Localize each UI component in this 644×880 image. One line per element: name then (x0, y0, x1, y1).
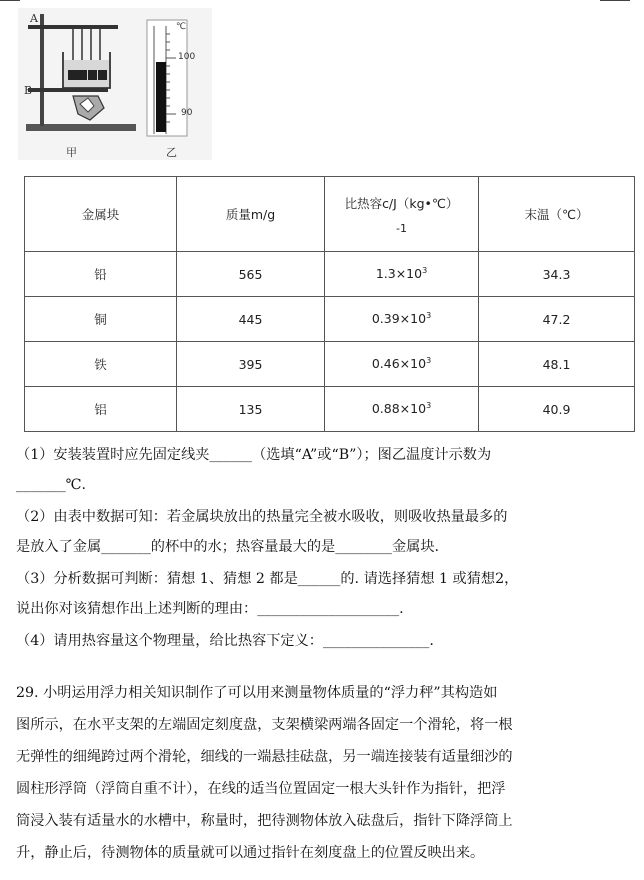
cell-final-temp: 34.3 (479, 252, 635, 297)
thermometer-unit: ℃ (176, 22, 187, 32)
problem-29-line: 升，静止后，待测物体的质量就可以通过指针在刻度盘上的位置反映出来。 (16, 845, 485, 861)
cell-specific-heat: $0.46\times 10^3$ (325, 342, 479, 387)
question-3-line-1: （3）分析数据可判断：猜想 1、猜想 2 都是______的. 请选择猜想 1 或猜想2， (16, 571, 519, 587)
cell-specific-heat: $0.39\times 10^3$ (325, 297, 479, 342)
question-1-line-2: _______℃. (16, 477, 87, 493)
caption-yi: 乙 (166, 146, 177, 159)
caption-jia: 甲 (66, 146, 77, 159)
question-3-line-2: 说出你对该猜想作出上述判断的理由：____________________. (16, 601, 404, 617)
cell-metal: 铜 (25, 297, 177, 342)
header-mass: 质量m/g (177, 177, 325, 252)
header-specific-heat (325, 177, 479, 252)
cell-specific-heat: $0.88\times 10^3$ (325, 387, 479, 432)
cell-metal: 铝 (25, 387, 177, 432)
header-metal: 金属块 (25, 177, 177, 252)
cell-mass: 395 (177, 342, 325, 387)
metal-data-table (24, 176, 635, 432)
top-edge-mark-right (600, 0, 630, 1)
stand-rod (40, 14, 44, 126)
header-specific-heat-main: 比热容c/J（kg•℃） (344, 195, 459, 211)
label-a: A (30, 12, 38, 25)
header-final-temp: 末温（℃） (479, 177, 635, 252)
mercury-column (156, 62, 166, 132)
cell-specific-heat: $1.3\times 10^3$ (325, 252, 479, 297)
table-header-row (25, 177, 635, 252)
tick-100: 100 (178, 52, 196, 62)
question-2-line-1: （2）由表中数据可知：若金属块放出的热量完全被水吸收，则吸收热量最多的 (16, 509, 508, 525)
problem-29-line: 筒浸入装有适量水的水槽中，称量时，把待测物体放入砝盘后，指针下降浮筒上 (16, 813, 513, 829)
question-1-line-1: （1）安装装置时应先固定线夹______（选填“A”或“B”）；图乙温度计示数为 (16, 447, 492, 463)
problem-29-line: 圆柱形浮筒（浮筒自重不计），在线的适当位置固定一根大头针作为指针，把浮 (16, 781, 506, 797)
table-row (25, 297, 635, 342)
clamp-a (28, 25, 118, 29)
cell-final-temp: 48.1 (479, 342, 635, 387)
question-2-line-2: 是放入了金属_______的杯中的水；热容量最大的是________金属块. (16, 539, 440, 555)
problem-29-line: 图所示，在水平支架的左端固定刻度盘，支架横梁两端各固定一个滑轮，将一根 (16, 717, 513, 733)
question-4-line-1: （4）请用热容量这个物理量，给比热容下定义：_______________. (16, 633, 434, 649)
problem-29-line: 29. 小明运用浮力相关知识制作了可以用来测量物体质量的“浮力秤”其构造如 (16, 685, 498, 701)
cell-mass: 135 (177, 387, 325, 432)
tick-90: 90 (181, 108, 193, 118)
header-specific-heat-exp: -1 (396, 221, 407, 235)
cell-mass: 565 (177, 252, 325, 297)
problem-29-line: 无弹性的细绳跨过两个滑轮，细线的一端悬挂砝盘，另一端连接装有适量细沙的 (16, 749, 513, 765)
label-b: B (24, 84, 33, 97)
cell-metal: 铁 (25, 342, 177, 387)
table-row (25, 342, 635, 387)
cell-final-temp: 40.9 (479, 387, 635, 432)
apparatus-figure (18, 8, 212, 160)
thermometer (147, 20, 187, 136)
cell-mass: 445 (177, 297, 325, 342)
table-row (25, 252, 635, 297)
top-edge-mark-left (0, 0, 20, 1)
cell-metal: 铅 (25, 252, 177, 297)
table-row (25, 387, 635, 432)
cell-final-temp: 47.2 (479, 297, 635, 342)
